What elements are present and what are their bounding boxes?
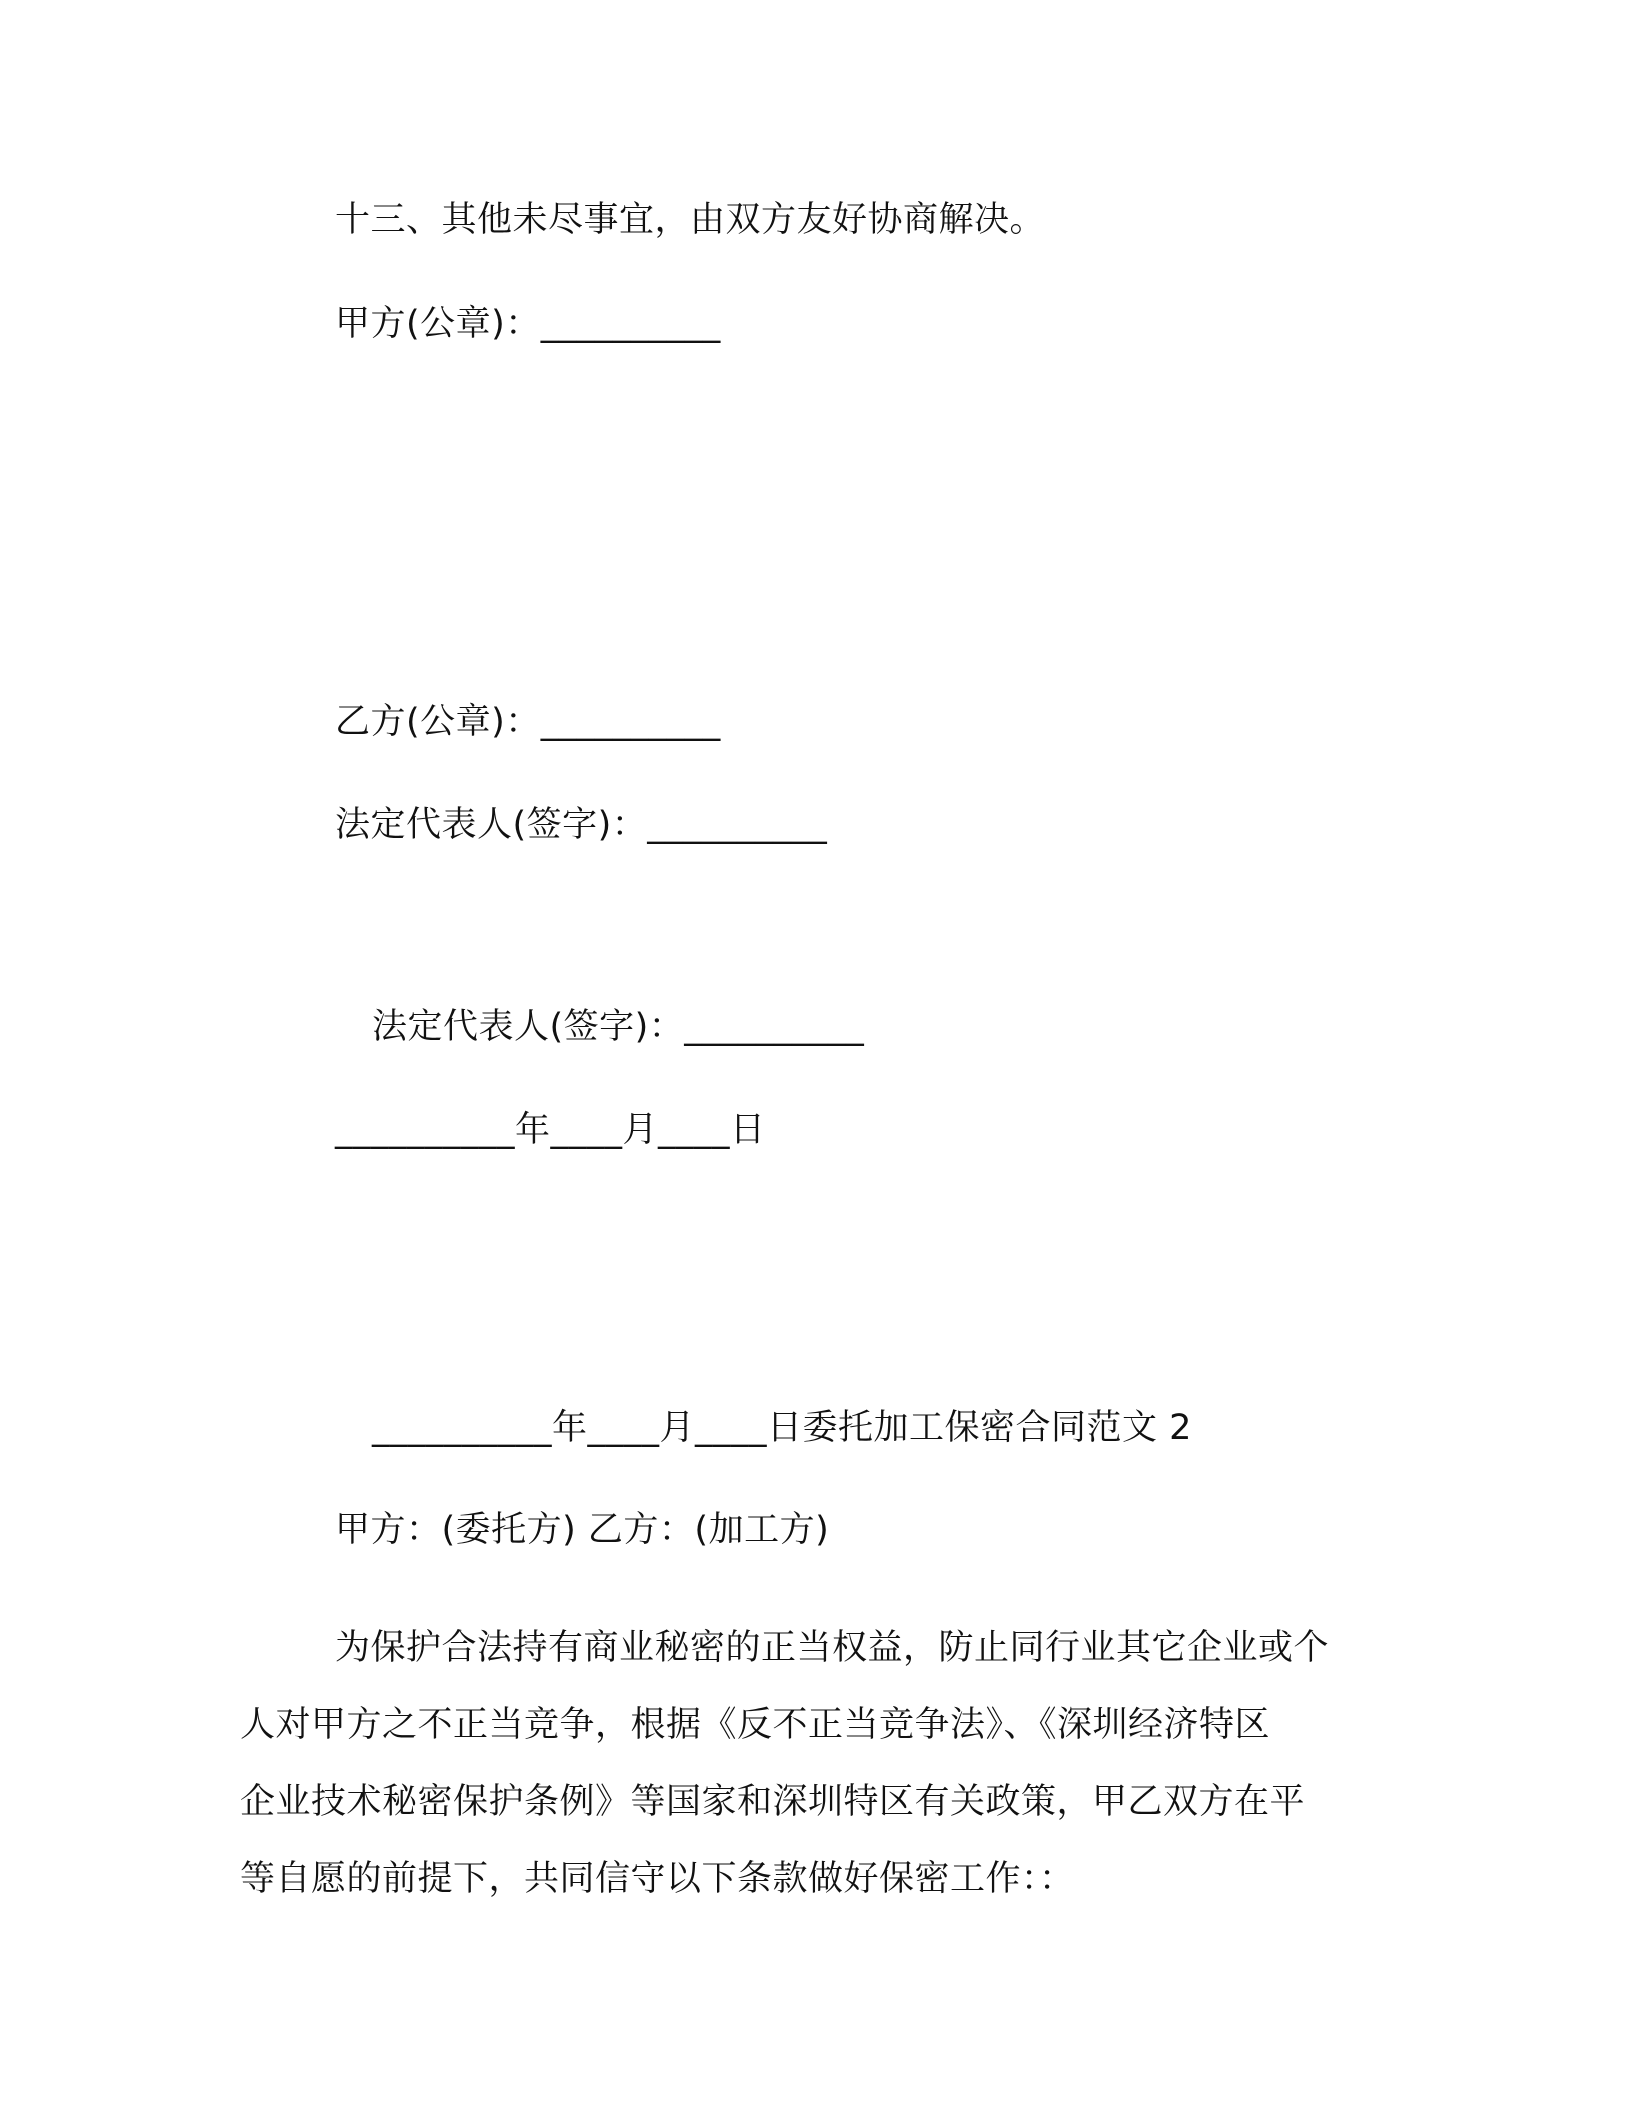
paragraph-line: 企业技术秘密保护条例》等国家和深圳特区有关政策，甲乙双方在平 bbox=[240, 1782, 1306, 1822]
party-b-seal-field: 乙方(公章)：__________ bbox=[335, 702, 721, 742]
legal-rep-signature-field-2: 法定代表人(签字)：__________ bbox=[372, 1007, 865, 1047]
paragraph-line: 为保护合法持有商业秘密的正当权益，防止同行业其它企业或个 bbox=[335, 1628, 1330, 1668]
intro-paragraph bbox=[240, 1610, 1380, 1918]
contract-title: __________年____月____日委托加工保密合同范文 2 bbox=[372, 1408, 1192, 1448]
clause-13-text: 十三、其他未尽事宜，由双方友好协商解决。 bbox=[335, 200, 1046, 240]
party-a-seal-field: 甲方(公章)：__________ bbox=[335, 304, 721, 344]
date-field: __________年____月____日 bbox=[335, 1110, 766, 1150]
legal-rep-signature-field: 法定代表人(签字)：__________ bbox=[335, 805, 828, 845]
parties-line: 甲方：(委托方) 乙方：(加工方) bbox=[335, 1510, 830, 1550]
paragraph-line: 人对甲方之不正当竞争，根据《反不正当竞争法》、《深圳经济特区 bbox=[240, 1705, 1271, 1745]
paragraph-line: 等自愿的前提下，共同信守以下条款做好保密工作：： bbox=[240, 1859, 1075, 1899]
